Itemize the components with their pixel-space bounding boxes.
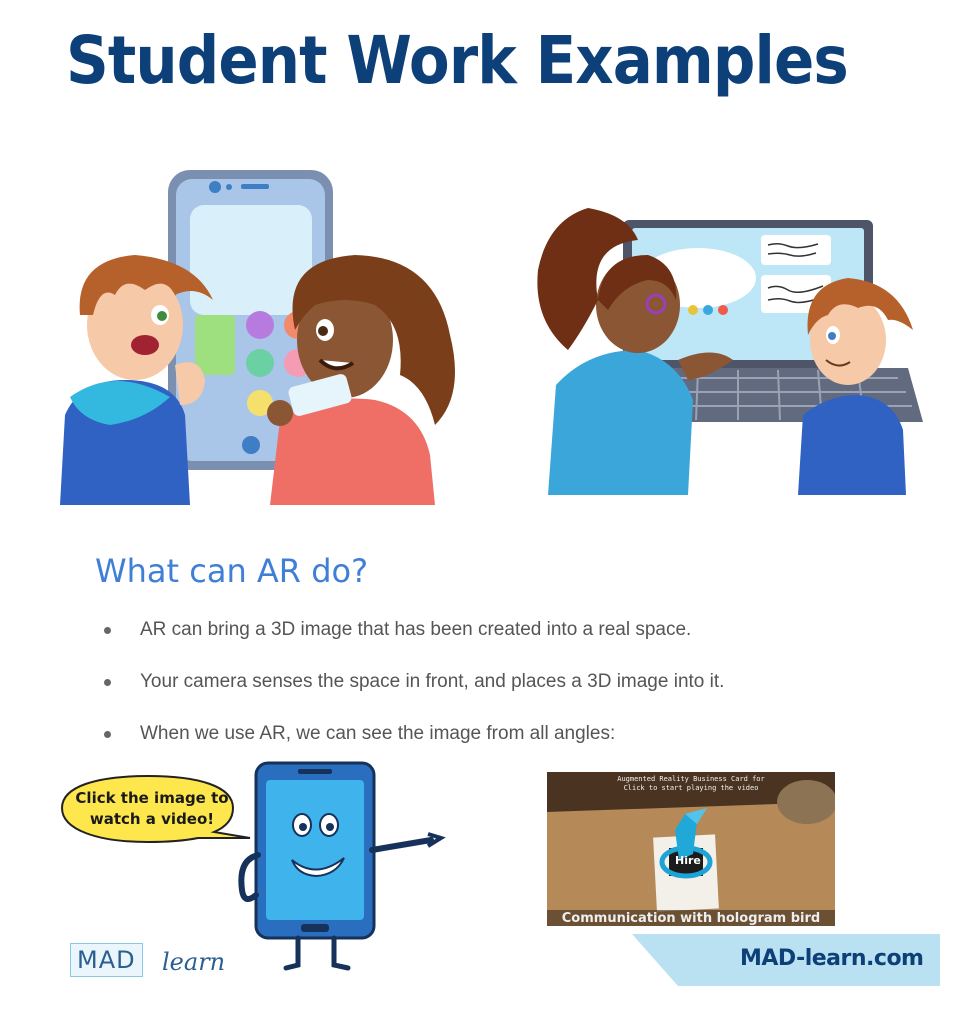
callout-text xyxy=(72,788,232,830)
card-label: Hire xyxy=(675,854,701,867)
callout-line: watch a video! xyxy=(89,810,215,828)
video-caption: Communication with hologram bird xyxy=(561,911,821,926)
site-link[interactable]: MAD-learn.com xyxy=(740,946,924,971)
page-title: Student Work Examples xyxy=(66,22,848,99)
video-thumbnail[interactable] xyxy=(547,772,835,926)
phone-mascot-icon xyxy=(236,760,446,975)
bullet-item: When we use AR, we can see the image from all angles: xyxy=(100,722,724,774)
callout-line: Click the image to xyxy=(75,789,229,807)
logo-learn: learn xyxy=(162,948,226,976)
video-header-line: Click to start playing the video xyxy=(623,784,759,792)
section-subtitle: What can AR do? xyxy=(95,552,369,590)
video-header-line: Augmented Reality Business Card for xyxy=(617,775,765,783)
illustration-kids-phone xyxy=(55,165,495,505)
video-header xyxy=(547,775,835,793)
bullet-item: Your camera senses the space in front, and places a 3D image into it. xyxy=(100,670,724,722)
video-scene-image xyxy=(547,772,835,926)
illustration-kids-laptop xyxy=(528,200,948,495)
bullet-list xyxy=(100,618,724,774)
bullet-item: AR can bring a 3D image that has been created into a real space. xyxy=(100,618,724,670)
logo-mad: MAD xyxy=(70,943,143,977)
